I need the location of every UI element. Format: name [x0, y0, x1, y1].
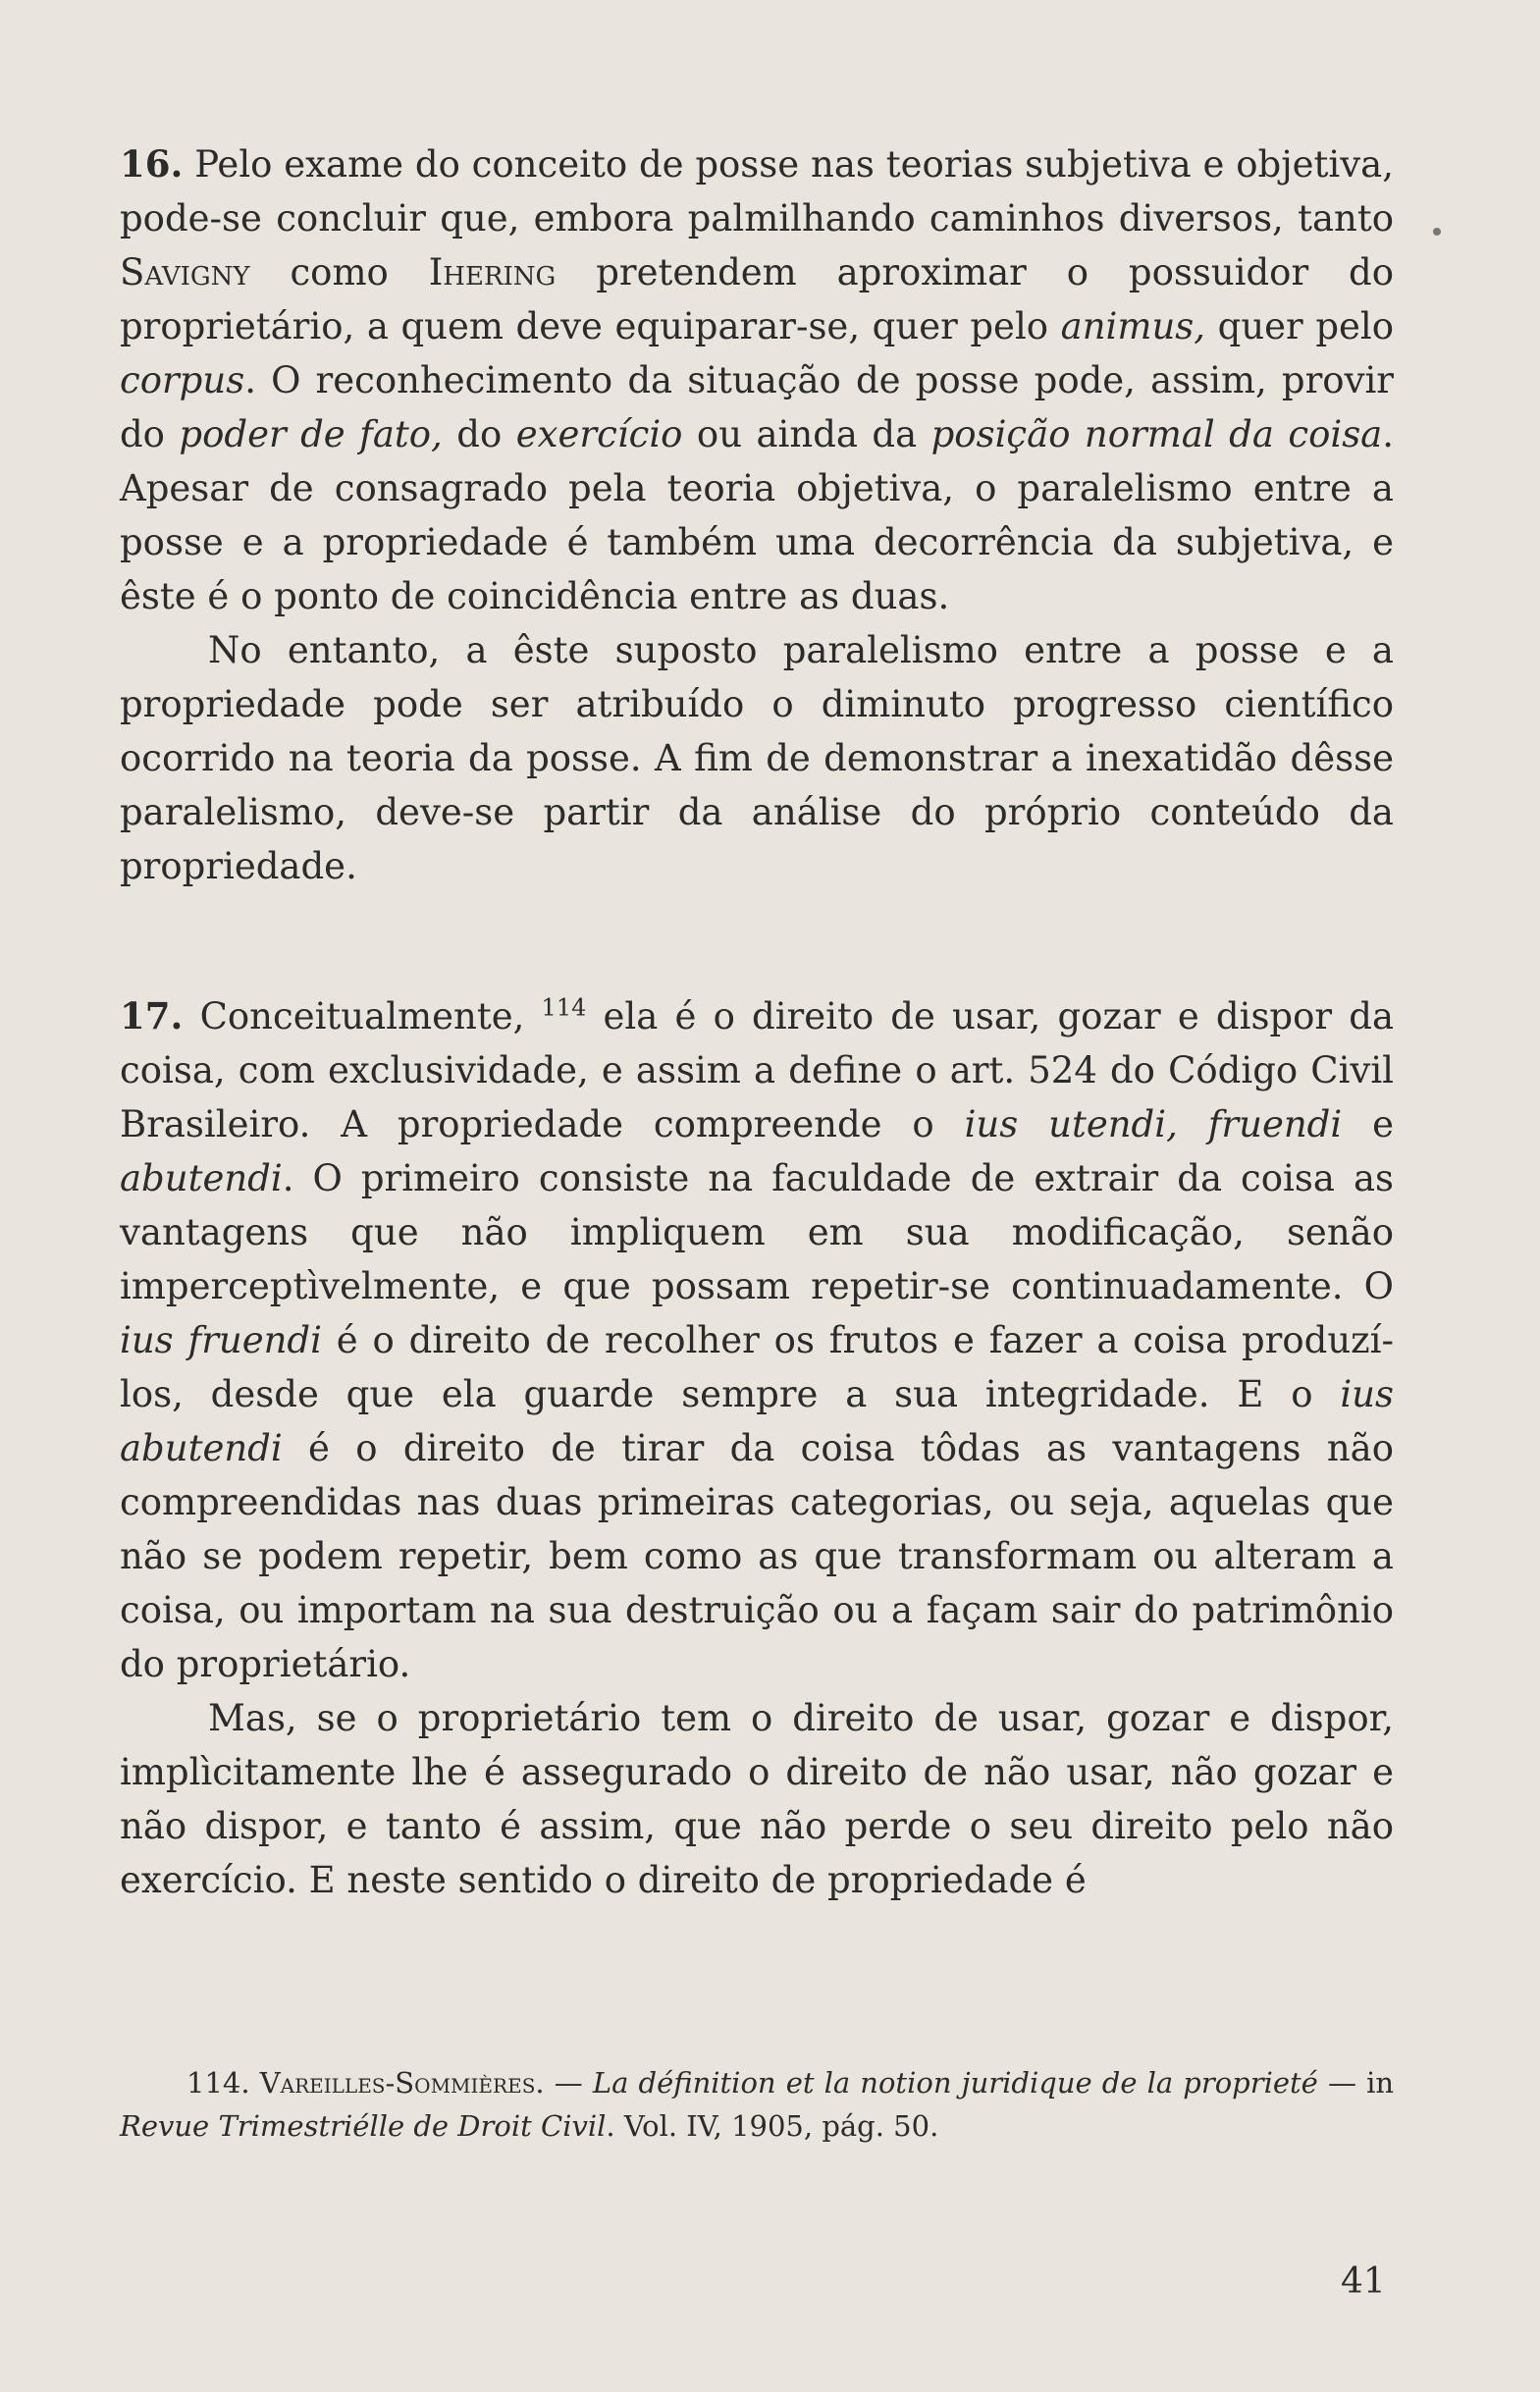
margin-dot	[1433, 228, 1441, 236]
term-abutendi: abutendi	[120, 1157, 283, 1199]
term-ius-abutendi: ius abutendi	[120, 1373, 1394, 1469]
footnote-114	[120, 2061, 1394, 2148]
text-run: do	[442, 413, 516, 455]
section-16-paragraph-1	[120, 137, 1394, 623]
page-body	[120, 137, 1394, 1907]
term-animus: animus,	[1060, 305, 1206, 347]
page-number: 41	[1341, 2261, 1386, 2302]
text-run: é o direito de recolher os frutos e fazer a coisa produzí-los, desde que ela guarde sempre a sua integridade. E o	[120, 1319, 1394, 1415]
text-run: Conceitualmente,	[199, 995, 542, 1037]
text-run: . O primeiro consiste na faculdade de extrair da coisa as vantagens que não impliquem em sua modificação, senão imperceptìvelmente, e que possam repetir-se continuadamente. O	[120, 1157, 1394, 1307]
text-run: Pelo exame do conceito de posse nas teorias subjetiva e objetiva, pode-se concluir que, embora palmilhando caminhos diversos, tanto	[120, 143, 1394, 239]
footnote-author: Vareilles-Sommières.	[259, 2066, 545, 2100]
section-number-16: 16.	[120, 142, 184, 186]
section-17-paragraph-1	[120, 989, 1394, 1691]
text-run: ou ainda da	[682, 413, 931, 455]
term-corpus: corpus	[120, 359, 245, 401]
section-17-paragraph-2: Mas, se o proprietário tem o direito de usar, gozar e dispor, implìcitamente lhe é assegurado o direito de não usar, não gozar e não dispor, e tanto é assim, que não perde o seu direito pelo não exercício. E neste sentido o direito de propriedade é	[120, 1697, 1394, 1901]
text-run: e	[1342, 1103, 1394, 1145]
footnote-text	[120, 2061, 1394, 2148]
text-run: é o direito de tirar da coisa tôdas as vantagens não compreendidas nas duas primeiras categorias, ou seja, aquelas que não se podem repetir, bem como as que transformam ou alteram a coisa, ou importam na sua destruição ou a façam sair do patrimônio do proprietário.	[120, 1427, 1394, 1685]
text-run: como	[249, 251, 429, 293]
text-run: —	[544, 2066, 593, 2100]
term-posicao-normal: posição normal da coisa	[930, 413, 1383, 455]
term-ius-utendi-fruendi: ius utendi, fruendi	[964, 1103, 1343, 1145]
text-run: ela é o direito de usar, gozar e dispor da coisa, com exclusividade, e assim a define o art. 524 do Código Civil Brasileiro. A propriedade compreende o	[120, 995, 1395, 1145]
text-run: quer pelo	[1205, 305, 1395, 347]
term-ius-fruendi: ius fruendi	[120, 1319, 322, 1361]
footnote-number: 114.	[186, 2066, 250, 2100]
term-exercicio: exercício	[515, 413, 683, 455]
term-poder-de-fato: poder de fato,	[179, 413, 443, 455]
author-savigny: Savigny	[120, 251, 250, 293]
author-ihering: Ihering	[428, 251, 557, 293]
footnote-reference: 114	[541, 993, 587, 1022]
text-run: pretendem aproximar o possuidor do proprietário, a quem deve equiparar-se, quer pelo	[120, 251, 1394, 347]
text-run: . Vol. IV, 1905, pág. 50.	[606, 2109, 939, 2143]
footnote-journal: Revue Trimestriélle de Droit Civil	[120, 2109, 607, 2143]
footnote-title: La définition et la notion juridique de la proprieté	[592, 2066, 1318, 2100]
section-16-paragraph-2: No entanto, a êste suposto paralelismo entre a posse e a propriedade pode ser atribuído o diminuto progresso científico ocorrido na teoria da posse. A fim de demonstrar a inexatidão dêsse paralelismo, deve-se partir da análise do próprio conteúdo da propriedade.	[120, 629, 1394, 887]
text-run: — in	[1317, 2066, 1395, 2100]
section-number-17: 17.	[120, 994, 184, 1037]
text-run: . O reconhecimento da situação de posse pode, assim, provir do	[120, 359, 1394, 455]
text-run: . Apesar de consagrado pela teoria objetiva, o paralelismo entre a posse e a propriedade é também uma decorrência da subjetiva, e êste é o ponto de coincidência entre as duas.	[120, 413, 1395, 617]
